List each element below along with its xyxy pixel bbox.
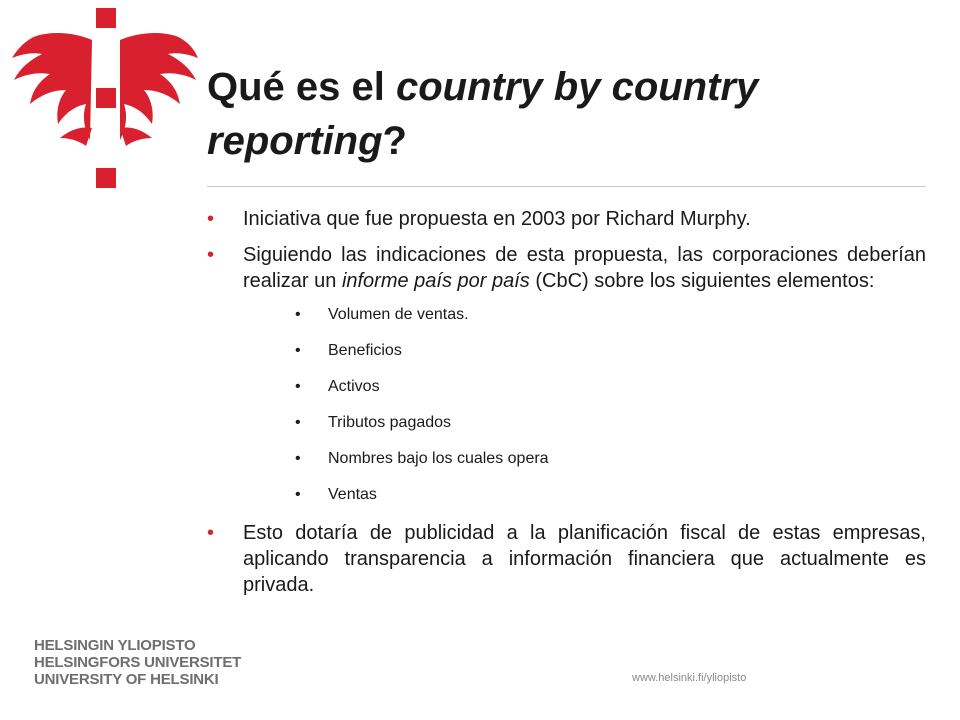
sub-bullet-text: Beneficios [328, 342, 402, 359]
sub-bullet-text: Nombres bajo los cuales opera [328, 450, 549, 467]
sub-bullet-item [207, 484, 926, 506]
title-divider [207, 186, 926, 187]
sub-bullet-dot: • [295, 378, 301, 395]
title-prefix: Qué es el [207, 65, 396, 109]
wordmark-line: HELSINGFORS UNIVERSITET [34, 654, 242, 671]
sub-bullet-dot: • [295, 306, 301, 323]
wordmark-line: HELSINGIN YLIOPISTO [34, 637, 196, 654]
slide-body [207, 206, 926, 608]
sub-bullet-dot: • [295, 414, 301, 431]
bullet-text-2-after: (CbC) sobre los siguientes elementos: [529, 270, 875, 292]
sub-bullet-text: Tributos pagados [328, 414, 452, 431]
bullet-item-2 [207, 242, 926, 294]
sub-bullet-text: Activos [328, 378, 380, 395]
sub-bullet-item [207, 340, 926, 362]
sub-bullet-dot: • [295, 486, 301, 503]
bullet-text-2-before: Siguiendo las indicaciones de esta propuesta, las corporaciones deberían realizar un [243, 244, 926, 292]
sub-bullet-text: Ventas [328, 486, 377, 503]
sub-bullet-dot: • [295, 450, 301, 467]
title-suffix: ? [382, 119, 407, 163]
bullet-dot: • [207, 522, 215, 544]
sub-bullet-item [207, 376, 926, 398]
footer-url: www.helsinki.fi/yliopisto [632, 672, 747, 684]
bullet-text-3: Esto dotaría de publicidad a la planificación fiscal de estas empresas, aplicando transparencia a información financiera que actualmente es privada. [243, 522, 926, 596]
sub-bullet-list [207, 304, 926, 506]
sub-bullet-item [207, 412, 926, 434]
bullet-item-1 [207, 206, 926, 232]
sub-bullet-text: Volumen de ventas. [328, 306, 469, 323]
university-wordmark [34, 637, 241, 688]
sub-bullet-dot: • [295, 342, 301, 359]
title-emphasis: country by country reporting [207, 65, 759, 163]
bullet-dot: • [207, 208, 215, 230]
sub-bullet-item [207, 448, 926, 470]
bullet-text-1: Iniciativa que fue propuesta en 2003 por Richard Murphy. [243, 208, 751, 230]
bullet-item-3 [207, 520, 926, 598]
sub-bullet-item [207, 304, 926, 326]
helsinki-flame-cross-logo [8, 8, 198, 193]
bullet-dot: • [207, 244, 215, 266]
bullet-text-2-italic: informe país por país [341, 270, 530, 292]
wordmark-line: UNIVERSITY OF HELSINKI [34, 671, 219, 688]
slide-title [207, 60, 907, 168]
